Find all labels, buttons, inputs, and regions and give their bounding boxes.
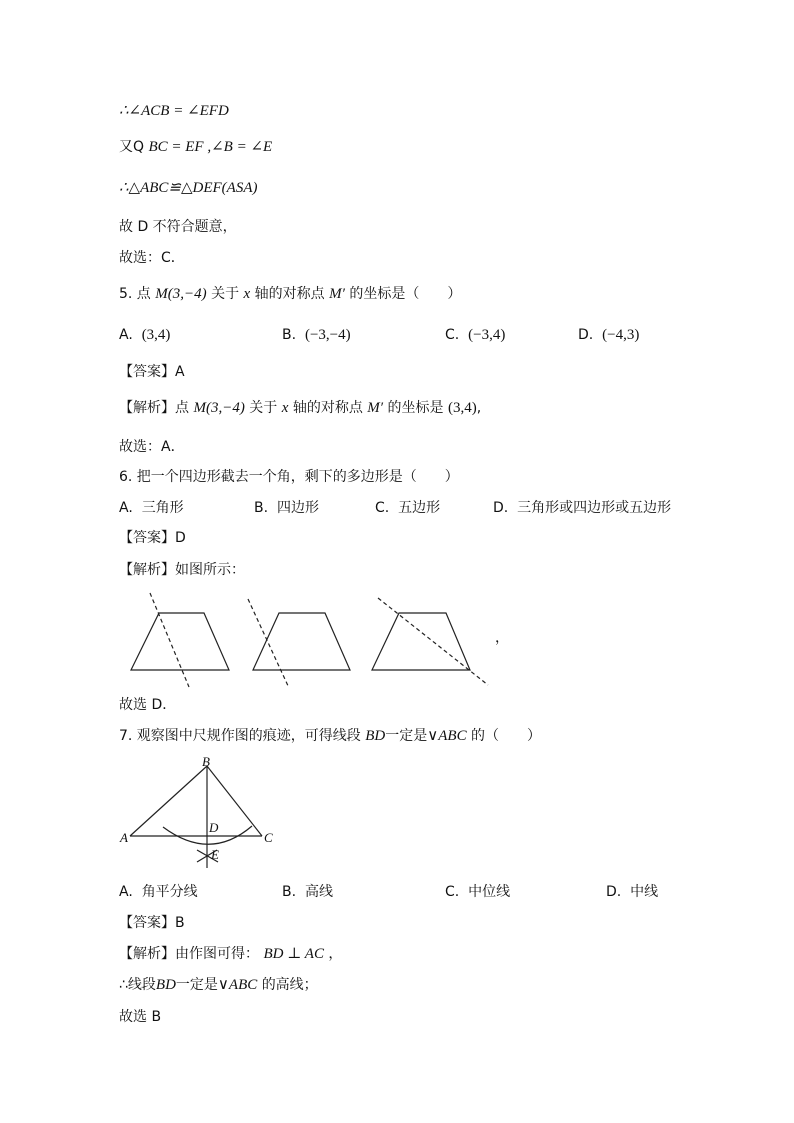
q6-option-c: C. 五边形 [375, 500, 441, 516]
q7-option-d: D. 中线 [606, 884, 659, 900]
q7-label-d: D [209, 820, 219, 835]
q5-answer: 【答案】A [119, 364, 185, 380]
proof-line-choose-c: 故选：C． [119, 250, 185, 266]
q7-label-a: A [120, 830, 128, 845]
q6-figure-comma: ， [495, 630, 509, 646]
q7-analysis: 【解析】由作图可得： BD ⊥ AC ， [119, 946, 343, 962]
q7-label-e: E [211, 847, 219, 862]
q6-choose: 故选 D． [119, 697, 177, 713]
q6-stem: 6. 把一个四边形截去一个角，剩下的多边形是（ ） [119, 469, 459, 485]
q5-option-a: A. (3,4) [119, 327, 171, 343]
q6-answer: 【答案】D [119, 530, 186, 546]
proof-line-sides: 又Q BC = EF ,∠B = ∠E [119, 139, 273, 155]
q7-label-c: C [264, 830, 273, 845]
proof-line-d-not-match: 故 D 不符合题意， [119, 219, 237, 235]
q7-answer: 【答案】B [119, 915, 185, 931]
q7-analysis-line2: ∴线段BD一定是∨ABC 的高线； [119, 977, 318, 993]
q7-choose: 故选 B [119, 1009, 162, 1025]
q5-option-c: C. (−3,4) [445, 327, 506, 343]
q5-option-b: B. (−3,−4) [282, 327, 351, 343]
proof-line-angle: ∴∠ACB = ∠EFD [119, 103, 229, 119]
q5-option-d: D. (−4,3) [578, 327, 640, 343]
q7-option-a: A. 角平分线 [119, 884, 198, 900]
q7-option-b: B. 高线 [282, 884, 333, 900]
proof-line-congruent: ∴△ABC≌△DEF(ASA) [119, 180, 258, 196]
q7-label-b: B [202, 754, 210, 769]
q6-option-d: D. 三角形或四边形或五边形 [493, 500, 672, 516]
q7-option-c: C. 中位线 [445, 884, 511, 900]
q6-analysis: 【解析】如图所示： [119, 562, 245, 578]
q7-side-ab [130, 766, 207, 836]
q7-stem: 7. 观察图中尺规作图的痕迹，可得线段 BD一定是∨ABC 的（ ） [119, 728, 542, 744]
q6-option-a: A. 三角形 [119, 500, 184, 516]
q5-analysis: 【解析】点 M(3,−4) 关于 x 轴的对称点 M′ 的坐标是 (3,4), [119, 400, 482, 416]
q5-choose: 故选：A． [119, 439, 185, 455]
q5-stem: 5. 点 M(3,−4) 关于 x 轴的对称点 M′ 的坐标是（ ） [119, 286, 462, 302]
q6-option-b: B. 四边形 [254, 500, 319, 516]
